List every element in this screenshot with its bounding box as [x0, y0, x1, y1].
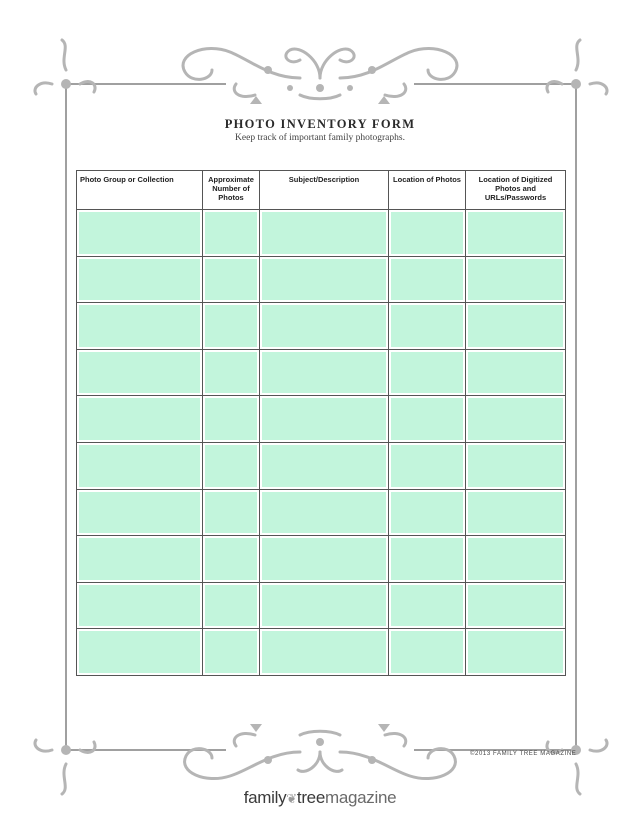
cell-subject[interactable]: [260, 396, 389, 443]
cell-location[interactable]: [389, 349, 466, 396]
cell-approx-number[interactable]: [203, 396, 260, 443]
brand-word-tree: tree: [296, 788, 325, 807]
cell-location[interactable]: [389, 256, 466, 303]
cell-subject[interactable]: [260, 582, 389, 629]
cell-subject[interactable]: [260, 349, 389, 396]
brand-word-family: family: [243, 788, 287, 807]
table-row: [77, 442, 566, 489]
cell-photo-group[interactable]: [77, 303, 203, 350]
brand-word-magazine: magazine: [324, 788, 397, 807]
page-title: PHOTO INVENTORY FORM: [224, 117, 416, 131]
cell-photo-group[interactable]: [77, 396, 203, 443]
cell-approx-number[interactable]: [203, 210, 260, 257]
cell-subject[interactable]: [260, 629, 389, 676]
table-row: [77, 349, 566, 396]
table-row: [77, 210, 566, 257]
cell-approx-number[interactable]: [203, 536, 260, 583]
cell-approx-number[interactable]: [203, 303, 260, 350]
cell-photo-group[interactable]: [77, 489, 203, 536]
header-digitized-location: Location of Digitized Photos and URLs/Passwords: [466, 171, 566, 210]
cell-subject[interactable]: [260, 536, 389, 583]
cell-approx-number[interactable]: [203, 582, 260, 629]
table-row: [77, 582, 566, 629]
header-location: Location of Photos: [389, 171, 466, 210]
header-subject: Subject/Description: [260, 171, 389, 210]
cell-photo-group[interactable]: [77, 536, 203, 583]
header-photo-group: Photo Group or Collection: [77, 171, 203, 210]
cell-subject[interactable]: [260, 303, 389, 350]
cell-digitized-location[interactable]: [466, 442, 566, 489]
cell-digitized-location[interactable]: [466, 256, 566, 303]
table-row: [77, 396, 566, 443]
cell-subject[interactable]: [260, 442, 389, 489]
cell-photo-group[interactable]: [77, 582, 203, 629]
photo-inventory-table: [76, 170, 566, 676]
cell-location[interactable]: [389, 210, 466, 257]
cell-digitized-location[interactable]: [466, 349, 566, 396]
cell-approx-number[interactable]: [203, 489, 260, 536]
cell-location[interactable]: [389, 303, 466, 350]
page-subtitle: Keep track of important family photographs.: [235, 133, 405, 143]
table-row: [77, 489, 566, 536]
tree-icon: ❦: [286, 791, 297, 806]
cell-digitized-location[interactable]: [466, 582, 566, 629]
cell-location[interactable]: [389, 629, 466, 676]
cell-approx-number[interactable]: [203, 629, 260, 676]
cell-digitized-location[interactable]: [466, 303, 566, 350]
cell-digitized-location[interactable]: [466, 536, 566, 583]
cell-location[interactable]: [389, 489, 466, 536]
cell-photo-group[interactable]: [77, 256, 203, 303]
cell-approx-number[interactable]: [203, 349, 260, 396]
cell-digitized-location[interactable]: [466, 489, 566, 536]
table-body: [77, 210, 566, 676]
table-row: [77, 256, 566, 303]
cell-photo-group[interactable]: [77, 210, 203, 257]
cell-photo-group[interactable]: [77, 442, 203, 489]
cell-approx-number[interactable]: [203, 256, 260, 303]
cell-digitized-location[interactable]: [466, 396, 566, 443]
table-row: [77, 303, 566, 350]
cell-location[interactable]: [389, 396, 466, 443]
cell-approx-number[interactable]: [203, 442, 260, 489]
table-row: [77, 629, 566, 676]
header-approx-number: Approximate Number of Photos: [203, 171, 260, 210]
cell-subject[interactable]: [260, 256, 389, 303]
cell-digitized-location[interactable]: [466, 629, 566, 676]
brand-logo: [0, 788, 640, 808]
cell-location[interactable]: [389, 536, 466, 583]
cell-photo-group[interactable]: [77, 629, 203, 676]
cell-photo-group[interactable]: [77, 349, 203, 396]
cell-location[interactable]: [389, 442, 466, 489]
table-row: [77, 536, 566, 583]
cell-location[interactable]: [389, 582, 466, 629]
cell-subject[interactable]: [260, 489, 389, 536]
copyright-notice: ©2013 FAMILY TREE MAGAZINE: [470, 751, 577, 757]
table-header-row: [77, 171, 566, 210]
cell-digitized-location[interactable]: [466, 210, 566, 257]
cell-subject[interactable]: [260, 210, 389, 257]
